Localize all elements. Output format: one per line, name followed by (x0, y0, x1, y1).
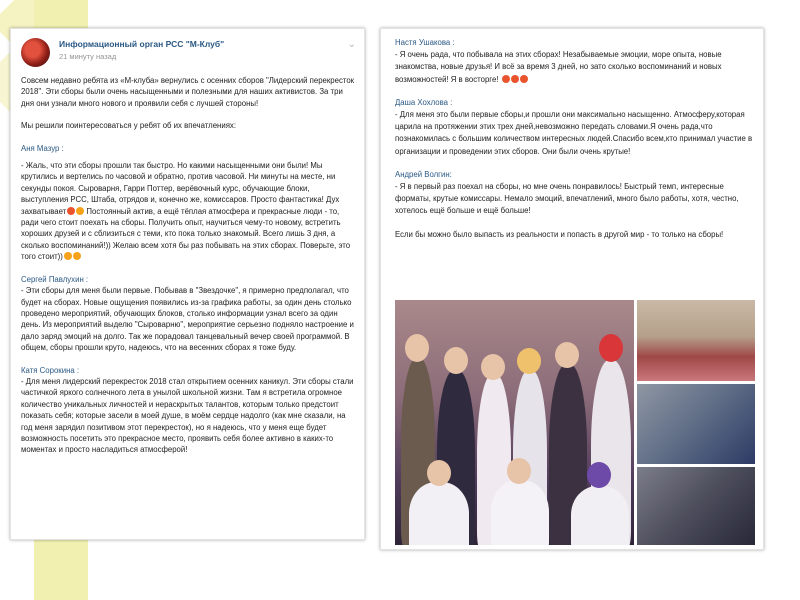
post-question: Мы решили поинтересоваться у ребят об их впечатлениях: (21, 121, 236, 131)
respondent-name: Андрей Волгин: (395, 169, 452, 179)
response-text: - Эти сборы для меня были первые. Побывав в "Звездочке", я примерно предполагал, что будет на сборах. Новые ощущения появились из-за графика работы, за один день столько проведено мероприятий, обучающих блоков, столько информации узнал всего за один день. Из мероприятий выделю "Сыроварню", мероприятие серьезно подняло настроение и дало заряд эмоций на долго. Так же порадовал танцевальный вечер своей программой. В общем, сборы прошли круто, надеюсь, что на весенних сборах я тоже буду. (21, 286, 354, 353)
response-anya (21, 143, 356, 263)
response-text: - Для меня лидерский перекресток 2018 стал открытием осенних каникул. Эти сборы стали частичкой яркого солнечного лета в унылой школьной жизни. Там я встретила огромное количество уникальных личностей и нераскрытых талантов, которым только предстоит показать себя; которые засели в моей душе, в моём сердце надолго (как мне сказали, на год меня зарядил позитивом этот перекресток), но я надеюсь, что у меня еще будет возможность посетить это прекрасное место, проявить себя более активно в каких-то моментах и просто насладиться атмосферой! (21, 376, 354, 455)
respondent-name: Настя Ушакова : (395, 38, 455, 47)
avatar[interactable] (21, 38, 50, 67)
group-photo-hall[interactable] (637, 300, 755, 381)
post-screenshot-left (10, 28, 365, 540)
post-time[interactable]: 21 минуту назад (59, 52, 117, 61)
post-screenshot-right (380, 28, 764, 550)
emoji-icon (520, 75, 528, 83)
post-text (21, 75, 356, 467)
response-nastya (395, 37, 753, 86)
group-photo[interactable] (395, 300, 634, 545)
respondent-name: Аня Мазур : (21, 143, 64, 153)
response-sergey (21, 274, 356, 354)
emoji-icon (502, 75, 510, 83)
emoji-icon (67, 207, 75, 215)
group-photo-outdoor[interactable] (637, 384, 755, 464)
response-text: - Я очень рада, что побывала на этих сборах! Незабываемые эмоции, море опыта, новые знакомства, новые друзья! И всё за время 3 дней, но зато сколько воспоминаний и новых возможностей! Я в восторге! (395, 50, 722, 84)
response-dasha (395, 97, 753, 158)
emoji-icon (73, 252, 81, 260)
respondent-name: Катя Сорокина : (21, 365, 80, 375)
post-author[interactable]: Информационный орган РСС "М-Клуб" (59, 39, 225, 49)
response-andrey (395, 169, 753, 218)
respondent-name: Даша Хохлова : (395, 97, 453, 107)
respondent-name: Сергей Павлухин : (21, 274, 89, 284)
post-intro: Совсем недавно ребята из «М-клуба» вернулись с осенних сборов "Лидерский перекресток 2018". Эти сборы были очень насыщенными и полезными для наших активистов. За три дня они узнали много нового и проявили себя с лучшей стороны! (21, 76, 355, 108)
post-header (21, 35, 356, 67)
response-text: - Жаль, что эти сборы прошли так быстро. Но какими насыщенными они были! Мы крутились и вертелись по часовой и обратно, против часовой. Ни минуты на месте, ни секунды покоя. Сыроварня, Гарри Поттер, верёвочный курс, обучающие блоки, выступления РСС, Штаба, отрядов и, конечно же, комиссаров. Просто фантастика! Дух захватывает (21, 161, 340, 216)
post-closing: Если бы можно было выпасть из реальности и попасть в другой мир - то только на сборы! (395, 229, 724, 239)
response-katya (21, 365, 356, 456)
response-text: - Я в первый раз поехал на сборы, но мне очень понравилось! Быстрый темп, интересные форматы, крутые комиссары. Немало эмоций, впечатлений, много было работы, хотя, честно, хотелось ещё больше и ещё больше! (395, 182, 739, 216)
chevron-down-icon[interactable]: ⌄ (347, 39, 356, 50)
response-text: - Для меня это были первые сборы,и прошли они максимально насыщенно. Атмосферу,которая царила на протяжении этих трех дней,невозможно передать словами.Я очень рада,что познакомилась с большим количеством интересных людей.Спасибо всем,кто принимал участие в организации и проведении этих сборов. Они были очень крутые! (395, 110, 753, 156)
emoji-icon (511, 75, 519, 83)
emoji-icon (64, 252, 72, 260)
response-text: Постоянный актив, а ещё тёплая атмосфера и прекрасные люди - то, ради чего стоит поехать на сборы. Получить опыт, научиться чему-то новому, встретить хороших друзей и с сблизиться с теми, кто пока только знакомый. Всего лишь 3 дня, а сколько воспоминаний!)) Желаю всем хотя бы раз побывать на этих сборах. Поверьте, это того стоит)) (21, 206, 351, 262)
group-photo-street[interactable] (637, 467, 755, 545)
post-text-continued (395, 37, 753, 252)
